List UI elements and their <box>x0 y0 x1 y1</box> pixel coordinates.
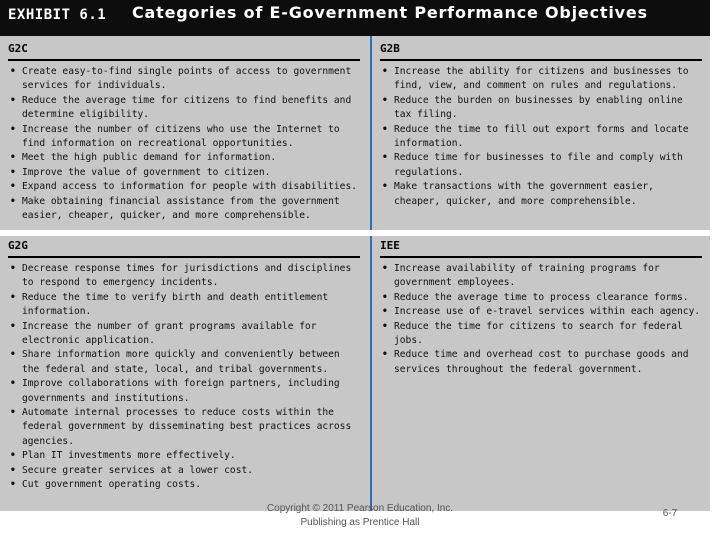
bullet-item <box>8 464 360 478</box>
bullet-text: Increase use of e-travel services within each agency. <box>394 306 701 318</box>
bullet-item <box>8 377 360 406</box>
bullet-icon: • <box>10 479 16 491</box>
bullet-text: Share information more quickly and conveniently between the federal and state, local, and tribal governments. <box>22 349 340 375</box>
bullet-icon: • <box>382 263 388 274</box>
bullet-icon: • <box>10 450 16 462</box>
bullet-icon: • <box>10 195 16 207</box>
section-rule <box>380 256 702 258</box>
bullet-text: Improve the value of government to citizen. <box>22 166 271 178</box>
bullet-icon: • <box>10 464 16 476</box>
bullet-icon: • <box>10 378 16 390</box>
bullet-text: Reduce the average time for citizens to find benefits and determine eligibility. <box>22 94 352 121</box>
bullet-text: Create easy-to-find single points of access to government services for individuals. <box>22 66 352 92</box>
bullet-text: Reduce the burden on businesses by enabling online tax filing. <box>394 94 683 121</box>
bullet-icon: • <box>10 94 16 106</box>
bullet-item <box>380 180 702 209</box>
bullet-text: Cut government operating costs. <box>22 479 202 491</box>
bullet-text: Improve collaborations with foreign partners, including governments and institutions. <box>22 378 340 404</box>
section-rule <box>380 59 702 61</box>
section-rule <box>8 59 360 61</box>
bullet-icon: • <box>382 181 388 193</box>
bullet-icon: • <box>10 263 16 274</box>
section-heading-g2b: G2B <box>380 42 400 55</box>
bullet-item <box>8 449 360 463</box>
section-g2b <box>380 42 702 209</box>
row-divider <box>0 230 710 236</box>
bullet-item <box>380 123 702 152</box>
bullet-item <box>8 320 360 349</box>
exhibit-title: Categories of E-Government Performance Objectives <box>132 3 648 22</box>
bullet-icon: • <box>382 66 388 77</box>
bullet-text: Meet the high public demand for information. <box>22 152 277 164</box>
exhibit-header <box>0 0 710 36</box>
bullet-item <box>8 348 360 377</box>
bullet-text: Make transactions with the government easier, cheaper, quicker, and more comprehensible. <box>394 181 654 207</box>
bullet-icon: • <box>382 320 388 332</box>
bullet-item <box>8 406 360 449</box>
bullet-item <box>380 151 702 180</box>
section-iee <box>380 239 702 377</box>
bullet-text: Automate internal processes to reduce costs within the federal government by disseminating best practices across agencies. <box>22 407 352 447</box>
bullet-list-g2b <box>380 65 702 209</box>
bullet-icon: • <box>10 349 16 361</box>
section-rule <box>8 256 360 258</box>
bullet-item <box>380 348 702 377</box>
bullet-item <box>8 65 360 94</box>
bullet-item <box>8 94 360 123</box>
bullet-text: Reduce time and overhead cost to purchase goods and services throughout the federal government. <box>394 349 689 375</box>
bullet-item <box>8 151 360 165</box>
bullet-text: Secure greater services at a lower cost. <box>22 464 254 476</box>
bullet-item <box>380 262 702 291</box>
bullet-text: Reduce the time to verify birth and death entitlement information. <box>22 291 329 318</box>
bullet-icon: • <box>382 123 388 135</box>
bullet-item <box>8 291 360 320</box>
bullet-text: Reduce the time to fill out export forms and locate information. <box>394 123 689 150</box>
bullet-item <box>380 305 702 319</box>
bullet-list-iee <box>380 262 702 377</box>
bullet-icon: • <box>10 152 16 164</box>
bullet-text: Increase availability of training programs for government employees. <box>394 263 660 289</box>
copyright-line-2: Publishing as Prentice Hall <box>300 517 420 528</box>
bullet-text: Reduce the time for citizens to search for federal jobs. <box>394 320 683 347</box>
bullet-text: Plan IT investments more effectively. <box>22 450 236 462</box>
bullet-icon: • <box>10 291 16 303</box>
section-heading-g2g: G2G <box>8 239 28 252</box>
page-number: 6-7 <box>662 508 678 519</box>
bullet-text: Reduce the average time to process clearance forms. <box>394 291 689 303</box>
bullet-item <box>8 123 360 152</box>
bullet-icon: • <box>10 123 16 135</box>
bullet-icon: • <box>10 181 16 193</box>
bullet-icon: • <box>382 349 388 361</box>
bullet-icon: • <box>382 291 388 303</box>
section-g2c <box>8 42 360 223</box>
bullet-text: Decrease response times for jurisdictions and disciplines to respond to emergency incidents. <box>22 263 352 289</box>
bullet-text: Expand access to information for people with disabilities. <box>22 181 358 193</box>
bullet-icon: • <box>10 66 16 77</box>
bullet-item <box>380 291 702 305</box>
bullet-item <box>8 262 360 291</box>
copyright-notice <box>240 502 480 530</box>
bullet-icon: • <box>382 152 388 164</box>
section-heading-iee: IEE <box>380 239 400 252</box>
exhibit-label: EXHIBIT 6.1 <box>8 7 107 23</box>
bullet-text: Increase the ability for citizens and businesses to find, view, and comment on rules and regulations. <box>394 66 689 92</box>
bullet-item <box>380 94 702 123</box>
bullet-item <box>380 320 702 349</box>
bullet-text: Increase the number of citizens who use the Internet to find information on recreational opportunities. <box>22 123 340 150</box>
bullet-icon: • <box>382 306 388 318</box>
bullet-list-g2c <box>8 65 360 223</box>
bullet-text: Reduce time for businesses to file and comply with regulations. <box>394 152 683 178</box>
bullet-item <box>380 65 702 94</box>
section-g2g <box>8 239 360 493</box>
bullet-item <box>8 478 360 492</box>
bullet-item <box>8 166 360 180</box>
bullet-item <box>8 195 360 224</box>
bullet-text: Increase the number of grant programs available for electronic application. <box>22 320 317 347</box>
bullet-item <box>8 180 360 194</box>
section-heading-g2c: G2C <box>8 42 28 55</box>
bullet-icon: • <box>10 320 16 332</box>
copyright-line-1: Copyright © 2011 Pearson Education, Inc. <box>266 503 454 514</box>
bullet-list-g2g <box>8 262 360 493</box>
bullet-icon: • <box>382 94 388 106</box>
column-divider <box>370 36 372 511</box>
bullet-icon: • <box>10 407 16 419</box>
bullet-icon: • <box>10 166 16 178</box>
bullet-text: Make obtaining financial assistance from the government easier, cheaper, quicker, and more comprehensible. <box>22 195 340 222</box>
